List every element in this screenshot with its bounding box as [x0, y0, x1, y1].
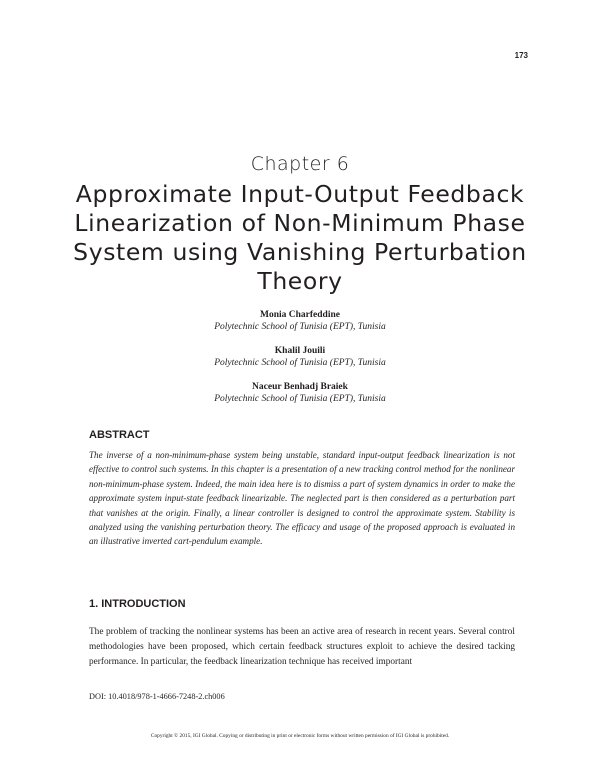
author-name: Monia Charfeddine — [260, 310, 340, 320]
page-number: 173 — [514, 51, 528, 60]
introduction-text: The problem of tracking the nonlinear systems has been an active area of research in recent years. Several control methodologies have been proposed, which certain feedback structures exploit to achieve the desired tacking performance. In particular, the feedback linearization technique has received important — [89, 627, 515, 667]
author-block — [0, 381, 600, 405]
author-affiliation: Polytechnic School of Tunisia (EPT), Tunisia — [214, 394, 386, 404]
author-block — [0, 345, 600, 369]
author-name: Khalil Jouili — [274, 346, 326, 356]
author-list — [0, 309, 600, 417]
author-affiliation: Polytechnic School of Tunisia (EPT), Tunisia — [214, 322, 386, 332]
abstract-heading: ABSTRACT — [89, 429, 150, 441]
chapter-label: Chapter 6 — [250, 153, 350, 175]
copyright-notice: Copyright © 2015, IGI Global. Copying or distributing in print or electronic forms without written permission of IGI Global is prohibited. — [150, 733, 450, 739]
author-name: Naceur Benhadj Braiek — [252, 382, 348, 392]
author-block — [0, 309, 600, 333]
chapter-title: Approximate Input-Output Feedback Linearization of Non-Minimum Phase System using Vanishing Perturbation Theory — [73, 180, 527, 295]
author-affiliation: Polytechnic School of Tunisia (EPT), Tunisia — [214, 358, 386, 368]
abstract-text: The inverse of a non-minimum-phase system being unstable, standard input-output feedback linearization is not effective to control such systems. In this chapter is a presentation of a new tracking control method for the nonlinear non-minimum-phase system. Indeed, the main idea here is to dismiss a part of system dynamics in order to make the approximate system input-state feedback linearizable. The neglected part is then considered as a perturbation part that vanishes at the origin. Finally, a linear controller is designed to control the approximate system. Stability is analyzed using the vanishing perturbation theory. The efficacy and usage of the proposed approach is evaluated in an illustrative inverted cart-pendulum example. — [89, 450, 515, 547]
introduction-heading: 1. INTRODUCTION — [89, 598, 186, 610]
doi-footer: DOI: 10.4018/978-1-4666-7248-2.ch006 — [89, 692, 225, 701]
